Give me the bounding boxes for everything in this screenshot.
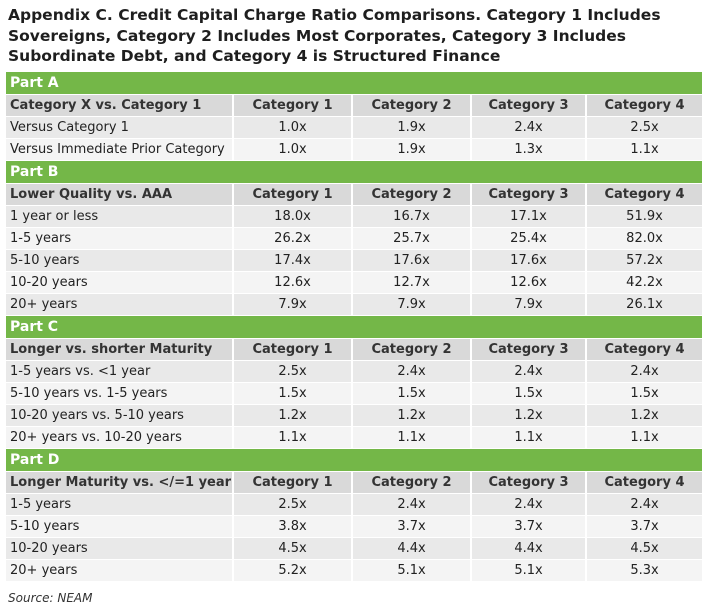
row-label: 20+ years vs. 10-20 years [6,427,234,448]
table-row [6,494,702,516]
row-label: 5-10 years [6,250,234,271]
column-header: Category 1 [234,184,353,205]
row-label: 1 year or less [6,206,234,227]
row-label: 1-5 years [6,494,234,515]
ratio-value-cell: 17.6x [353,250,472,271]
ratio-value-cell: 17.4x [234,250,353,271]
table-row [6,361,702,383]
ratio-value-cell: 5.3x [630,563,659,578]
ratio-value-cell: 26.1x [626,297,663,312]
column-header: Category 2 [353,95,472,116]
ratio-value-cell: 2.5x [234,361,353,382]
ratio-value-cell: 1.5x [353,383,472,404]
row-label: 1-5 years vs. <1 year [6,361,234,382]
table-row [6,560,702,582]
ratio-value-cell: 1.5x [472,383,587,404]
table-row [6,206,702,228]
table-row [6,427,702,449]
source-note: Source: NEAM [8,591,93,605]
ratio-value-cell: 1.0x [234,139,353,160]
column-header: Category 1 [234,339,353,360]
row-header-label: Longer Maturity vs. </=1 year [6,472,234,493]
part-heading: Part C [6,316,702,339]
row-label: Versus Immediate Prior Category [6,139,234,160]
ratio-value-cell: 1.1x [630,142,659,157]
table-row [6,250,702,272]
table-row [6,228,702,250]
ratio-value-cell: 1.5x [630,386,659,401]
table-row [6,272,702,294]
ratio-value-cell: 1.2x [472,405,587,426]
ratio-value-cell: 18.0x [234,206,353,227]
ratio-value-cell: 26.2x [234,228,353,249]
ratio-value-cell: 4.4x [353,538,472,559]
row-label: 10-20 years vs. 5-10 years [6,405,234,426]
ratio-value-cell: 4.5x [630,541,659,556]
ratio-value-cell: 4.5x [234,538,353,559]
ratio-value-cell: 1.2x [630,408,659,423]
ratio-value-cell: 1.0x [234,117,353,138]
column-header-row [6,184,702,206]
ratio-value-cell: 1.5x [234,383,353,404]
part-heading: Part B [6,161,702,184]
ratio-value-cell: 16.7x [353,206,472,227]
ratio-value-cell: 2.4x [353,494,472,515]
ratio-value-cell: 1.1x [353,427,472,448]
ratio-value-cell: 1.1x [630,430,659,445]
ratio-value-cell: 12.6x [472,272,587,293]
part-heading: Part D [6,449,702,472]
ratio-value-cell: 3.7x [472,516,587,537]
column-header: Category 1 [234,472,353,493]
ratio-value-cell: 1.1x [472,427,587,448]
row-label: 20+ years [6,294,234,315]
table-section-part-d [6,449,702,582]
ratio-value-cell: 1.9x [353,117,472,138]
ratio-value-cell: 2.4x [353,361,472,382]
column-header: Category 4 [604,187,685,202]
ratio-value-cell: 2.4x [630,497,659,512]
ratio-value-cell: 1.2x [353,405,472,426]
ratio-value-cell: 7.9x [353,294,472,315]
table-section-part-c [6,316,702,449]
column-header: Category 3 [472,339,587,360]
ratio-value-cell: 2.5x [234,494,353,515]
row-label: 10-20 years [6,538,234,559]
ratio-value-cell: 42.2x [626,275,663,290]
row-label: Versus Category 1 [6,117,234,138]
part-heading: Part A [6,72,702,95]
column-header: Category 2 [353,339,472,360]
column-header-row [6,472,702,494]
column-header: Category 3 [472,95,587,116]
table-row [6,294,702,316]
row-label: 20+ years [6,560,234,581]
ratio-value-cell: 17.1x [472,206,587,227]
table-section-part-a [6,72,702,161]
table-row [6,117,702,139]
column-header: Category 2 [353,472,472,493]
table-row [6,383,702,405]
column-header: Category 4 [604,98,685,113]
ratio-value-cell: 12.7x [353,272,472,293]
row-label: 10-20 years [6,272,234,293]
ratio-value-cell: 2.4x [630,364,659,379]
table-row [6,405,702,427]
ratio-value-cell: 25.7x [353,228,472,249]
table-section-part-b [6,161,702,316]
row-label: 1-5 years [6,228,234,249]
column-header: Category 1 [234,95,353,116]
table-row [6,139,702,161]
ratio-value-cell: 7.9x [472,294,587,315]
table-row [6,516,702,538]
ratio-value-cell: 5.2x [234,560,353,581]
ratio-value-cell: 2.4x [472,361,587,382]
row-header-label: Category X vs. Category 1 [6,95,234,116]
ratio-value-cell: 5.1x [472,560,587,581]
ratio-value-cell: 12.6x [234,272,353,293]
row-label: 5-10 years vs. 1-5 years [6,383,234,404]
ratio-value-cell: 5.1x [353,560,472,581]
ratio-value-cell: 2.4x [472,117,587,138]
ratio-value-cell: 1.2x [234,405,353,426]
ratio-value-cell: 51.9x [626,209,663,224]
column-header: Category 4 [604,475,685,490]
row-header-label: Longer vs. shorter Maturity [6,339,234,360]
column-header-row [6,95,702,117]
row-header-label: Lower Quality vs. AAA [6,184,234,205]
ratio-value-cell: 4.4x [472,538,587,559]
ratio-value-cell: 3.7x [353,516,472,537]
ratio-value-cell: 1.9x [353,139,472,160]
ratio-value-cell: 17.6x [472,250,587,271]
table-row [6,538,702,560]
column-header: Category 2 [353,184,472,205]
ratio-comparison-table [6,72,702,582]
ratio-value-cell: 82.0x [626,231,663,246]
ratio-value-cell: 57.2x [626,253,663,268]
page-title: Appendix C. Credit Capital Charge Ratio Comparisons. Category 1 Includes Sovereigns, Category 2 Includes Most Corporates, Category 3 Includes Subordinate Debt, and Category 4 is Structured Finance [8,6,661,65]
ratio-value-cell: 3.8x [234,516,353,537]
ratio-value-cell: 7.9x [234,294,353,315]
column-header: Category 4 [604,342,685,357]
column-header-row [6,339,702,361]
ratio-value-cell: 1.1x [234,427,353,448]
column-header: Category 3 [472,472,587,493]
ratio-value-cell: 2.4x [472,494,587,515]
column-header: Category 3 [472,184,587,205]
ratio-value-cell: 1.3x [472,139,587,160]
row-label: 5-10 years [6,516,234,537]
ratio-value-cell: 25.4x [472,228,587,249]
ratio-value-cell: 2.5x [630,120,659,135]
ratio-value-cell: 3.7x [630,519,659,534]
